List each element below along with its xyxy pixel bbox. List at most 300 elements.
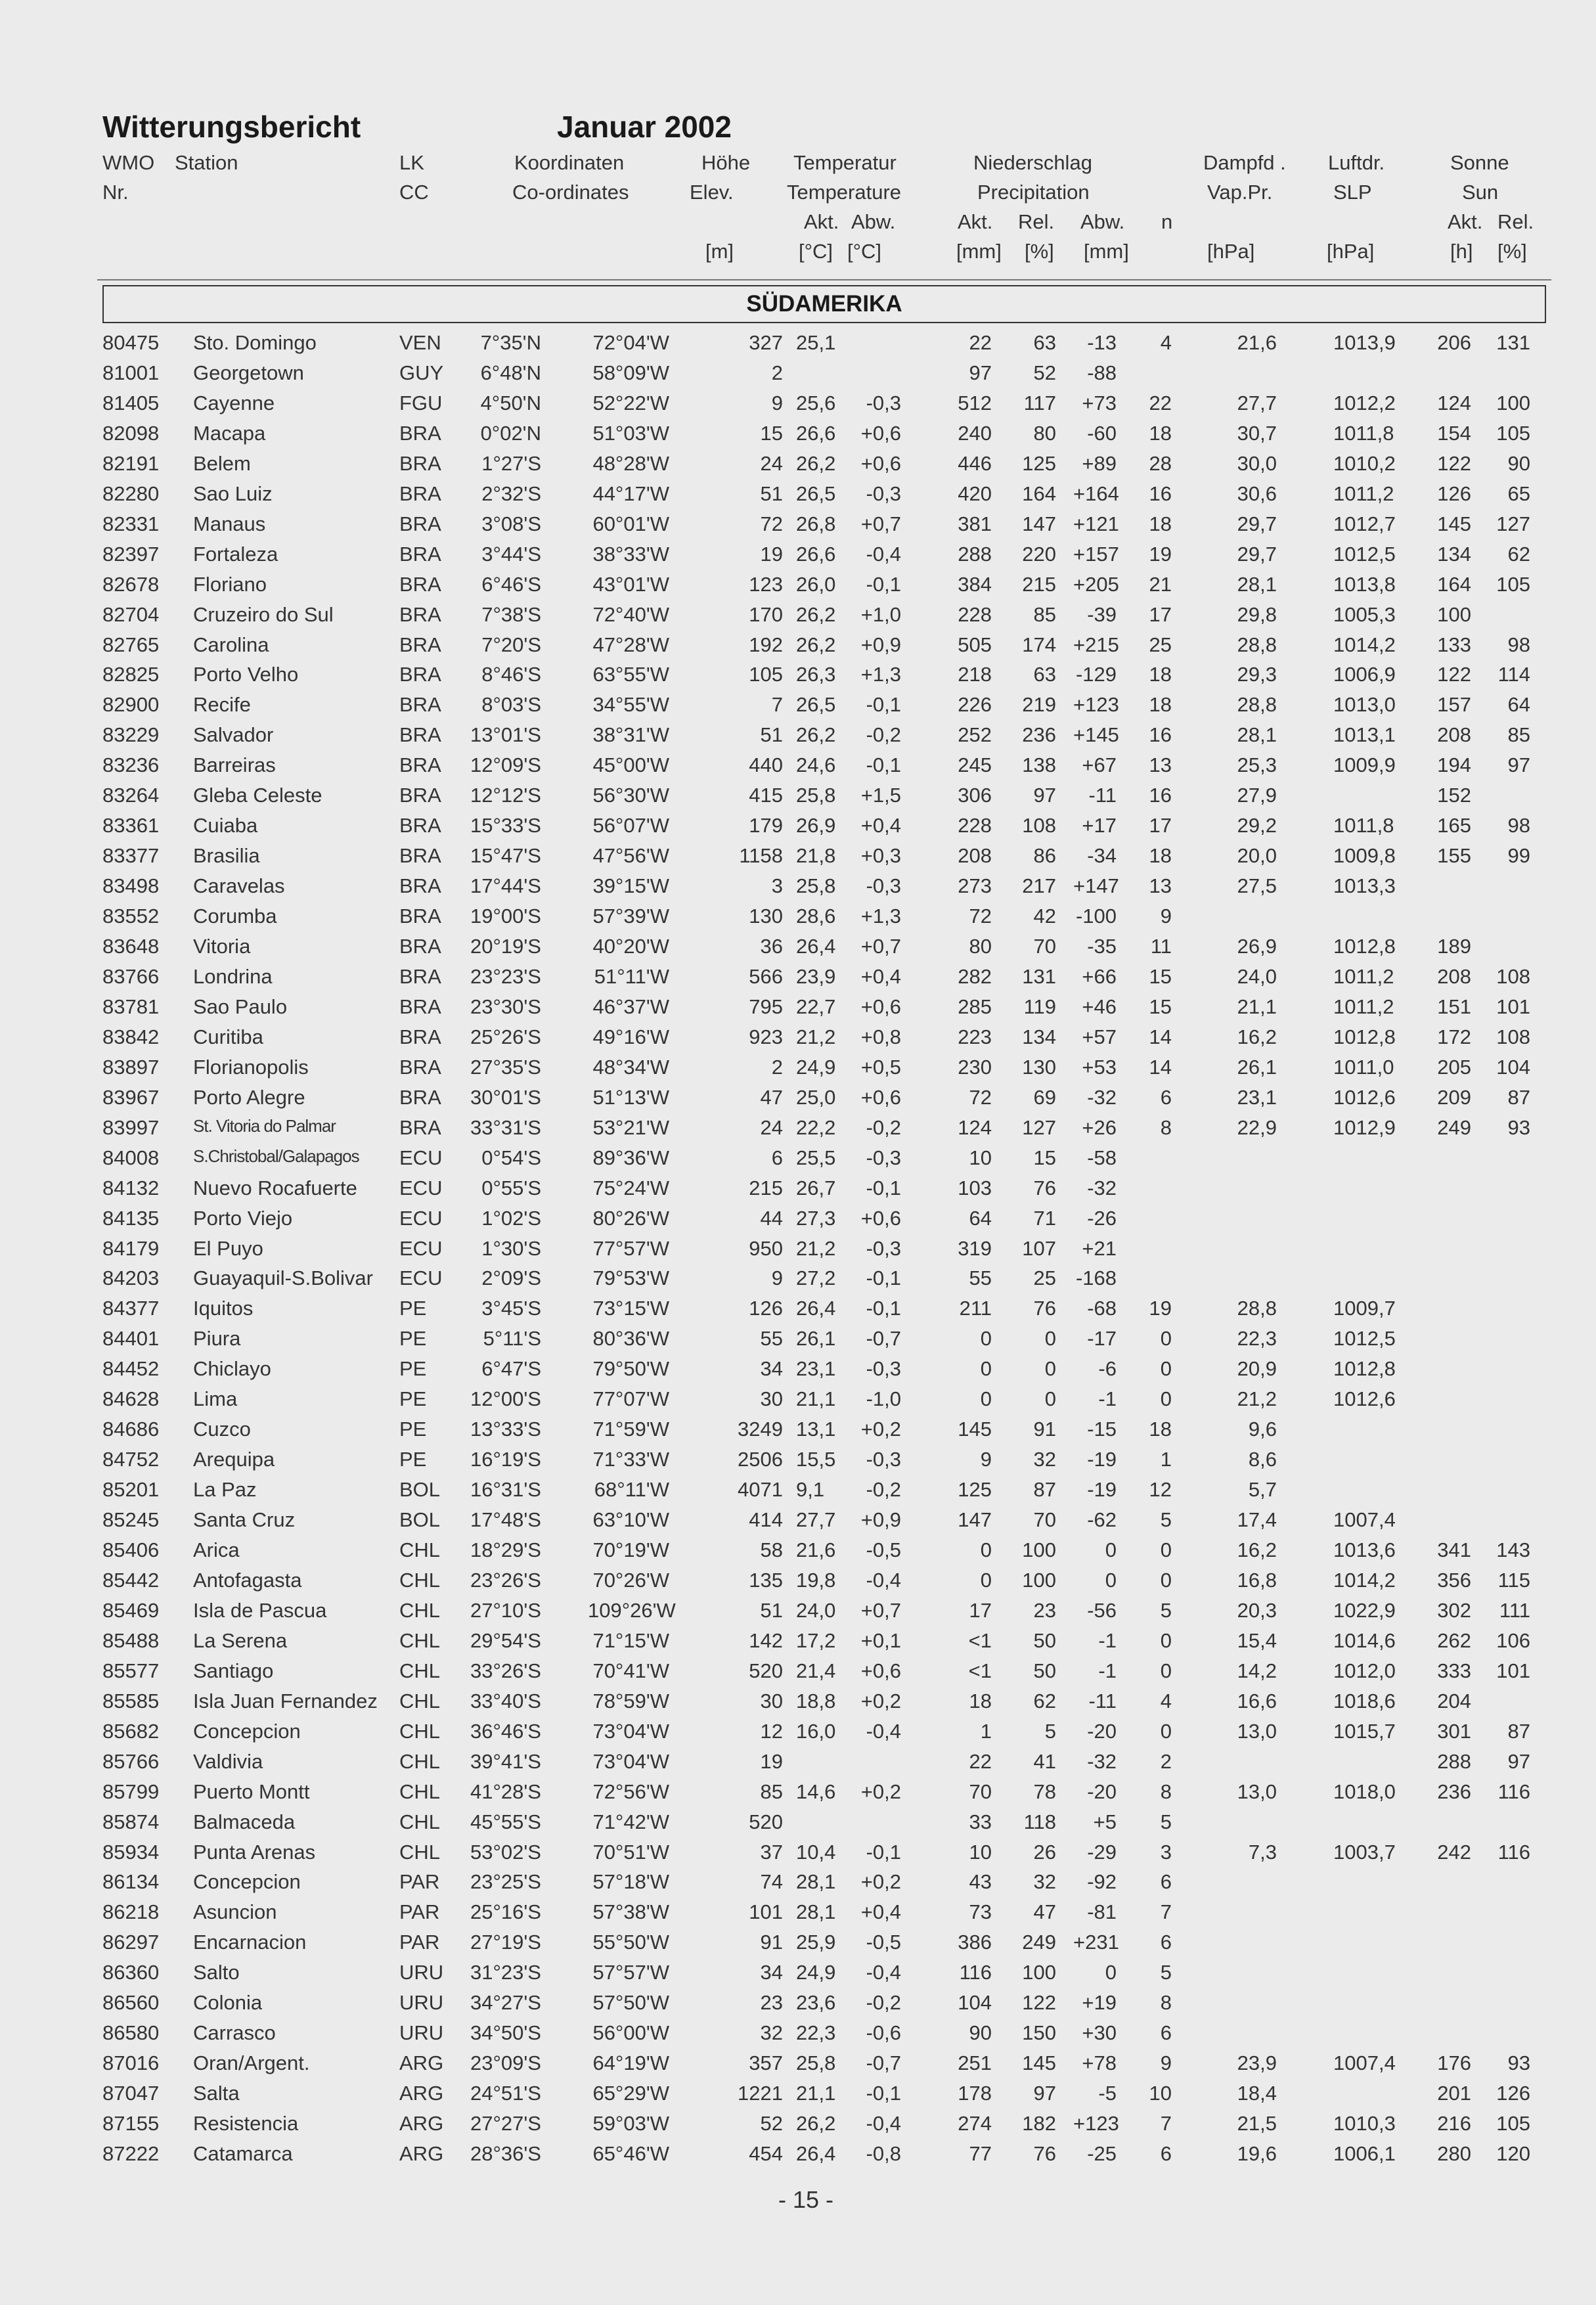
elevation: 327 (749, 331, 783, 354)
precip-days: 9 (1160, 905, 1172, 928)
sunshine-relative: 100 (1496, 391, 1530, 414)
station-name: Resistencia (193, 2112, 299, 2136)
wmo-number: 84628 (102, 1387, 160, 1411)
precip-deviation: +21 (1082, 1236, 1117, 1260)
temp-actual: 26,3 (796, 663, 836, 686)
precip-relative: 100 (1022, 1961, 1056, 1984)
wmo-number: 80475 (102, 331, 160, 354)
station-name: Sao Luiz (193, 481, 273, 505)
wmo-number: 83361 (102, 814, 160, 838)
table-row (0, 1266, 1596, 1297)
sunshine-hours: 208 (1437, 723, 1471, 747)
temp-deviation: -0,7 (866, 2051, 901, 2075)
table-row (0, 1478, 1596, 1508)
precip-actual: 104 (958, 1991, 992, 2015)
precip-relative: 76 (1033, 1297, 1056, 1320)
sunshine-relative: 127 (1496, 512, 1530, 535)
station-name: Oran/Argent. (193, 2051, 310, 2075)
table-row (0, 633, 1596, 663)
temp-deviation: +0,9 (860, 1508, 901, 1532)
station-name: Brasilia (193, 844, 260, 868)
sunshine-relative: 101 (1496, 1659, 1530, 1682)
sunshine-relative: 85 (1507, 723, 1530, 747)
longitude: 51°11'W (594, 964, 669, 988)
station-name: Londrina (193, 964, 273, 988)
table-row (0, 1176, 1596, 1207)
country-code: PE (399, 1297, 427, 1320)
wmo-number: 84179 (102, 1236, 160, 1260)
hdr-prec-n: n (1161, 210, 1173, 233)
precip-days: 5 (1160, 1508, 1172, 1532)
longitude: 72°40'W (592, 602, 669, 626)
station-name: Fortaleza (193, 542, 278, 566)
station-name: Lima (193, 1387, 238, 1411)
temp-deviation: -0,1 (866, 1297, 901, 1320)
sunshine-hours: 172 (1437, 1025, 1471, 1048)
precip-days: 28 (1149, 451, 1172, 475)
elevation: 34 (760, 1961, 783, 1984)
precip-actual: 103 (958, 1176, 992, 1199)
precip-actual: 223 (958, 1025, 992, 1048)
elevation: 520 (749, 1659, 783, 1682)
wmo-number: 86560 (102, 1991, 160, 2015)
wmo-number: 84203 (102, 1266, 160, 1290)
hdr-lk: LK (399, 151, 424, 174)
sunshine-hours: 204 (1437, 1689, 1471, 1712)
precip-deviation: +164 (1073, 481, 1119, 505)
precip-deviation: -56 (1087, 1598, 1117, 1622)
temp-deviation: -0,1 (866, 1266, 901, 1290)
temp-deviation: +0,6 (860, 1659, 901, 1682)
hdr-temperatur: Temperatur (793, 151, 897, 174)
temp-actual: 25,1 (796, 331, 836, 354)
wmo-number: 82098 (102, 421, 160, 445)
wmo-number: 86297 (102, 1931, 160, 1954)
precip-actual: 273 (958, 874, 992, 898)
table-row (0, 814, 1596, 844)
sunshine-relative: 104 (1496, 1055, 1530, 1079)
elevation: 32 (760, 2021, 783, 2045)
elevation: 123 (749, 572, 783, 596)
temp-deviation: -0,6 (866, 2021, 901, 2045)
precip-actual: 9 (980, 1448, 992, 1471)
temp-actual: 26,6 (796, 421, 836, 445)
sea-level-pressure: 1018,6 (1333, 1689, 1396, 1712)
precip-actual: 116 (959, 1961, 992, 1984)
station-name: Cuiaba (193, 814, 258, 838)
sea-level-pressure: 1009,8 (1333, 844, 1396, 868)
hdr-vappr: Vap.Pr. (1207, 181, 1273, 204)
longitude: 56°00'W (592, 2021, 669, 2045)
precip-deviation: +205 (1073, 572, 1119, 596)
sunshine-hours: 126 (1437, 481, 1471, 505)
precip-relative: 0 (1044, 1387, 1056, 1411)
hdr-dampfd: Dampfd . (1203, 151, 1286, 174)
temp-deviation: +0,6 (860, 1206, 901, 1230)
longitude: 63°55'W (592, 663, 669, 686)
sunshine-hours: 341 (1437, 1538, 1471, 1561)
elevation: 58 (760, 1538, 783, 1561)
country-code: BRA (399, 451, 441, 475)
vapour-pressure: 26,9 (1237, 935, 1277, 958)
sunshine-hours: 122 (1437, 663, 1471, 686)
latitude: 15°47'S (470, 844, 541, 868)
station-name: Santa Cruz (193, 1508, 296, 1532)
longitude: 57°38'W (592, 1900, 669, 1924)
vapour-pressure: 27,7 (1237, 391, 1277, 414)
precip-relative: 164 (1022, 481, 1056, 505)
hdr-cc: CC (399, 181, 429, 204)
vapour-pressure: 21,5 (1237, 2112, 1277, 2136)
country-code: ARG (399, 2112, 444, 2136)
station-name: St. Vitoria do Palmar (193, 1115, 336, 1136)
temp-actual: 26,4 (796, 1297, 836, 1320)
latitude: 17°44'S (470, 874, 541, 898)
temp-deviation: -0,8 (866, 2142, 901, 2165)
hdr-sun-akt: Akt. (1448, 210, 1483, 233)
precip-relative: 71 (1033, 1206, 1056, 1230)
vapour-pressure: 16,6 (1237, 1689, 1277, 1712)
station-name: Cruzeiro do Sul (193, 602, 334, 626)
country-code: BRA (399, 421, 441, 445)
vapour-pressure: 13,0 (1237, 1719, 1277, 1743)
precip-relative: 125 (1022, 451, 1056, 475)
sea-level-pressure: 1015,7 (1333, 1719, 1396, 1743)
precip-relative: 215 (1022, 572, 1056, 596)
precip-deviation: -11 (1088, 784, 1117, 807)
vapour-pressure: 27,5 (1237, 874, 1277, 898)
temp-actual: 25,6 (796, 391, 836, 414)
temp-deviation: -0,3 (866, 1236, 901, 1260)
wmo-number: 87222 (102, 2142, 160, 2165)
precip-actual: 226 (958, 693, 992, 717)
country-code: PE (399, 1448, 427, 1471)
precip-relative: 0 (1044, 1327, 1056, 1351)
longitude: 70°26'W (592, 1568, 669, 1592)
temp-actual: 24,6 (796, 753, 836, 777)
precip-relative: 97 (1033, 784, 1056, 807)
latitude: 15°33'S (470, 814, 541, 838)
longitude: 47°28'W (592, 633, 669, 656)
country-code: VEN (399, 331, 441, 354)
precip-actual: 64 (969, 1206, 992, 1230)
precip-days: 19 (1149, 1297, 1172, 1320)
precip-actual: 55 (969, 1266, 992, 1290)
table-row (0, 2112, 1596, 2142)
sunshine-hours: 157 (1437, 693, 1471, 717)
temp-actual: 21,2 (796, 1025, 836, 1048)
elevation: 414 (749, 1508, 783, 1532)
wmo-number: 82825 (102, 663, 160, 686)
precip-relative: 117 (1023, 391, 1056, 414)
temp-deviation: +0,1 (860, 1628, 901, 1652)
temp-actual: 25,5 (796, 1146, 836, 1169)
precip-deviation: -20 (1087, 1719, 1117, 1743)
sunshine-hours: 301 (1437, 1719, 1471, 1743)
precip-deviation: +231 (1073, 1931, 1119, 1954)
sea-level-pressure: 1006,9 (1333, 663, 1396, 686)
table-row (0, 784, 1596, 814)
temp-deviation: -0,4 (866, 1719, 901, 1743)
country-code: PE (399, 1327, 427, 1351)
station-name: El Puyo (193, 1236, 263, 1260)
sunshine-relative: 87 (1507, 1719, 1530, 1743)
longitude: 70°19'W (592, 1538, 669, 1561)
precip-relative: 32 (1033, 1448, 1056, 1471)
precip-deviation: -88 (1087, 361, 1117, 384)
elevation: 47 (760, 1085, 783, 1109)
precip-deviation: -39 (1087, 602, 1117, 626)
latitude: 31°23'S (470, 1961, 541, 1984)
precip-relative: 69 (1033, 1085, 1056, 1109)
temp-deviation: -0,1 (866, 1176, 901, 1199)
table-row (0, 1599, 1596, 1629)
sea-level-pressure: 1010,2 (1333, 451, 1396, 475)
precip-deviation: -100 (1075, 905, 1117, 928)
precip-relative: 15 (1033, 1146, 1056, 1169)
temp-actual: 21,2 (796, 1236, 836, 1260)
wmo-number: 83229 (102, 723, 160, 747)
precip-relative: 76 (1033, 2142, 1056, 2165)
longitude: 77°57'W (592, 1236, 669, 1260)
country-code: BRA (399, 905, 441, 928)
sunshine-hours: 288 (1437, 1749, 1471, 1773)
precip-deviation: +157 (1073, 542, 1119, 566)
precip-relative: 107 (1022, 1236, 1056, 1260)
precip-deviation: -35 (1087, 935, 1117, 958)
wmo-number: 82280 (102, 481, 160, 505)
latitude: 13°01'S (470, 723, 541, 747)
table-row (0, 935, 1596, 965)
precip-days: 15 (1149, 995, 1172, 1018)
precip-relative: 138 (1022, 753, 1056, 777)
precip-deviation: 0 (1105, 1538, 1117, 1561)
temp-actual: 23,9 (796, 964, 836, 988)
elevation: 2506 (738, 1448, 783, 1471)
country-code: CHL (399, 1840, 441, 1864)
hdr-vap-unit: [hPa] (1207, 240, 1255, 263)
hdr-prec-unit1: [mm] (956, 240, 1002, 263)
precip-actual: <1 (968, 1659, 992, 1682)
sunshine-hours: 134 (1437, 542, 1471, 566)
sunshine-relative: 93 (1507, 1115, 1530, 1139)
latitude: 5°11'S (483, 1327, 541, 1351)
wmo-number: 85406 (102, 1538, 160, 1561)
temp-actual: 25,0 (796, 1085, 836, 1109)
elevation: 135 (749, 1568, 783, 1592)
table-row (0, 663, 1596, 693)
precip-actual: 505 (958, 633, 992, 656)
temp-actual: 26,4 (796, 2142, 836, 2165)
precip-relative: 62 (1033, 1689, 1056, 1712)
temp-deviation: -0,2 (866, 1991, 901, 2015)
precip-relative: 108 (1022, 814, 1056, 838)
vapour-pressure: 28,1 (1237, 723, 1277, 747)
country-code: BRA (399, 1085, 441, 1109)
country-code: BRA (399, 572, 441, 596)
precip-actual: 1 (980, 1719, 992, 1743)
elevation: 36 (760, 935, 783, 958)
temp-actual: 26,2 (796, 602, 836, 626)
longitude: 60°01'W (592, 512, 669, 535)
elevation: 23 (760, 1991, 783, 2015)
header-rule (97, 279, 1551, 280)
table-row (0, 361, 1596, 392)
temp-deviation: +1,3 (860, 663, 901, 686)
temp-actual: 26,2 (796, 723, 836, 747)
hdr-prec-akt: Akt. (958, 210, 993, 233)
precip-deviation: +57 (1082, 1025, 1117, 1048)
wmo-number: 85442 (102, 1568, 160, 1592)
longitude: 48°28'W (592, 451, 669, 475)
elevation: 126 (749, 1297, 783, 1320)
sunshine-hours: 155 (1437, 844, 1471, 868)
temp-actual: 21,6 (796, 1538, 836, 1561)
temp-actual: 25,8 (796, 874, 836, 898)
country-code: BRA (399, 844, 441, 868)
station-name: Santiago (193, 1659, 274, 1682)
vapour-pressure: 18,4 (1237, 2082, 1277, 2105)
wmo-number: 83264 (102, 784, 160, 807)
sunshine-relative: 116 (1497, 1779, 1530, 1803)
precip-deviation: -92 (1087, 1870, 1117, 1894)
precip-deviation: -1 (1098, 1387, 1117, 1411)
longitude: 59°03'W (592, 2112, 669, 2136)
longitude: 34°55'W (592, 693, 669, 717)
longitude: 49°16'W (592, 1025, 669, 1048)
latitude: 25°26'S (470, 1025, 541, 1048)
sunshine-relative: 143 (1496, 1538, 1530, 1561)
wmo-number: 83842 (102, 1025, 160, 1048)
hdr-temp-akt: Akt. (804, 210, 839, 233)
precip-actual: 80 (969, 935, 992, 958)
wmo-number: 82191 (102, 451, 160, 475)
precip-actual: 145 (958, 1418, 992, 1441)
latitude: 16°19'S (470, 1448, 541, 1471)
wmo-number: 84135 (102, 1206, 160, 1230)
table-row (0, 723, 1596, 753)
vapour-pressure: 22,3 (1237, 1327, 1277, 1351)
table-row (0, 1357, 1596, 1387)
sea-level-pressure: 1006,1 (1333, 2142, 1396, 2165)
vapour-pressure: 7,3 (1248, 1840, 1277, 1864)
longitude: 63°10'W (592, 1508, 669, 1532)
latitude: 12°12'S (470, 784, 541, 807)
temp-actual: 9,1 (796, 1478, 825, 1502)
longitude: 71°59'W (592, 1418, 669, 1441)
longitude: 70°41'W (592, 1659, 669, 1682)
precip-days: 7 (1160, 1900, 1172, 1924)
hdr-prec-unit2: [%] (1025, 240, 1054, 263)
station-name: La Serena (193, 1628, 288, 1652)
latitude: 23°09'S (470, 2051, 541, 2075)
sunshine-relative: 98 (1507, 814, 1530, 838)
hdr-sun: Sun (1462, 181, 1499, 204)
precip-actual: 147 (958, 1508, 992, 1532)
latitude: 25°16'S (470, 1900, 541, 1924)
precip-days: 16 (1149, 784, 1172, 807)
precip-deviation: +89 (1082, 451, 1117, 475)
sunshine-hours: 262 (1437, 1628, 1471, 1652)
country-code: ECU (399, 1266, 443, 1290)
precip-days: 5 (1160, 1810, 1172, 1833)
precip-actual: 43 (969, 1870, 992, 1894)
hdr-elev-unit: [m] (705, 240, 734, 263)
wmo-number: 82331 (102, 512, 160, 535)
longitude: 75°24'W (592, 1176, 669, 1199)
precip-relative: 76 (1033, 1176, 1056, 1199)
latitude: 1°30'S (481, 1236, 541, 1260)
longitude: 57°50'W (592, 1991, 669, 2015)
temp-deviation: +0,6 (860, 995, 901, 1018)
latitude: 27°10'S (470, 1598, 541, 1622)
sunshine-relative: 98 (1507, 633, 1530, 656)
table-row (0, 1780, 1596, 1810)
station-name: Puerto Montt (193, 1779, 310, 1803)
sunshine-relative: 108 (1496, 1025, 1530, 1048)
precip-deviation: +121 (1073, 512, 1119, 535)
hdr-temp-unit2: [°C] (847, 240, 882, 263)
temp-actual: 26,2 (796, 2112, 836, 2136)
temp-deviation: +0,5 (860, 1055, 901, 1079)
country-code: BRA (399, 874, 441, 898)
precip-relative: 100 (1022, 1538, 1056, 1561)
country-code: BRA (399, 481, 441, 505)
latitude: 19°00'S (470, 905, 541, 928)
sunshine-relative: 97 (1507, 1749, 1530, 1773)
precip-days: 14 (1149, 1055, 1172, 1079)
country-code: CHL (399, 1659, 441, 1682)
precip-deviation: -5 (1098, 2082, 1117, 2105)
vapour-pressure: 24,0 (1237, 964, 1277, 988)
longitude: 45°00'W (592, 753, 669, 777)
vapour-pressure: 20,0 (1237, 844, 1277, 868)
temp-deviation: -0,2 (866, 723, 901, 747)
station-name: Iquitos (193, 1297, 254, 1320)
vapour-pressure: 23,1 (1237, 1085, 1277, 1109)
elevation: 24 (760, 1115, 783, 1139)
temp-deviation: -0,5 (866, 1931, 901, 1954)
temp-deviation: +0,3 (860, 844, 901, 868)
station-name: Colonia (193, 1991, 263, 2015)
wmo-number: 86580 (102, 2021, 160, 2045)
vapour-pressure: 8,6 (1248, 1448, 1277, 1471)
table-row (0, 2051, 1596, 2082)
sea-level-pressure: 1013,8 (1333, 572, 1396, 596)
temp-actual: 26,2 (796, 451, 836, 475)
elevation: 1158 (739, 844, 783, 868)
sunshine-relative: 87 (1507, 1085, 1530, 1109)
elevation: 3249 (738, 1418, 783, 1441)
country-code: BRA (399, 1025, 441, 1048)
latitude: 24°51'S (470, 2082, 541, 2105)
precip-relative: 182 (1022, 2112, 1056, 2136)
precip-actual: 22 (969, 1749, 992, 1773)
precip-days: 22 (1149, 391, 1172, 414)
sea-level-pressure: 1012,8 (1333, 1025, 1396, 1048)
latitude: 12°09'S (470, 753, 541, 777)
temp-deviation: -1,0 (866, 1387, 901, 1411)
station-name: Nuevo Rocafuerte (193, 1176, 357, 1199)
precip-relative: 70 (1033, 1508, 1056, 1532)
precip-actual: 18 (969, 1689, 992, 1712)
wmo-number: 83997 (102, 1115, 160, 1139)
precip-days: 12 (1149, 1478, 1172, 1502)
precip-deviation: +19 (1082, 1991, 1117, 2015)
temp-actual: 26,5 (796, 693, 836, 717)
station-name: Arequipa (193, 1448, 275, 1471)
sunshine-hours: 122 (1437, 451, 1471, 475)
